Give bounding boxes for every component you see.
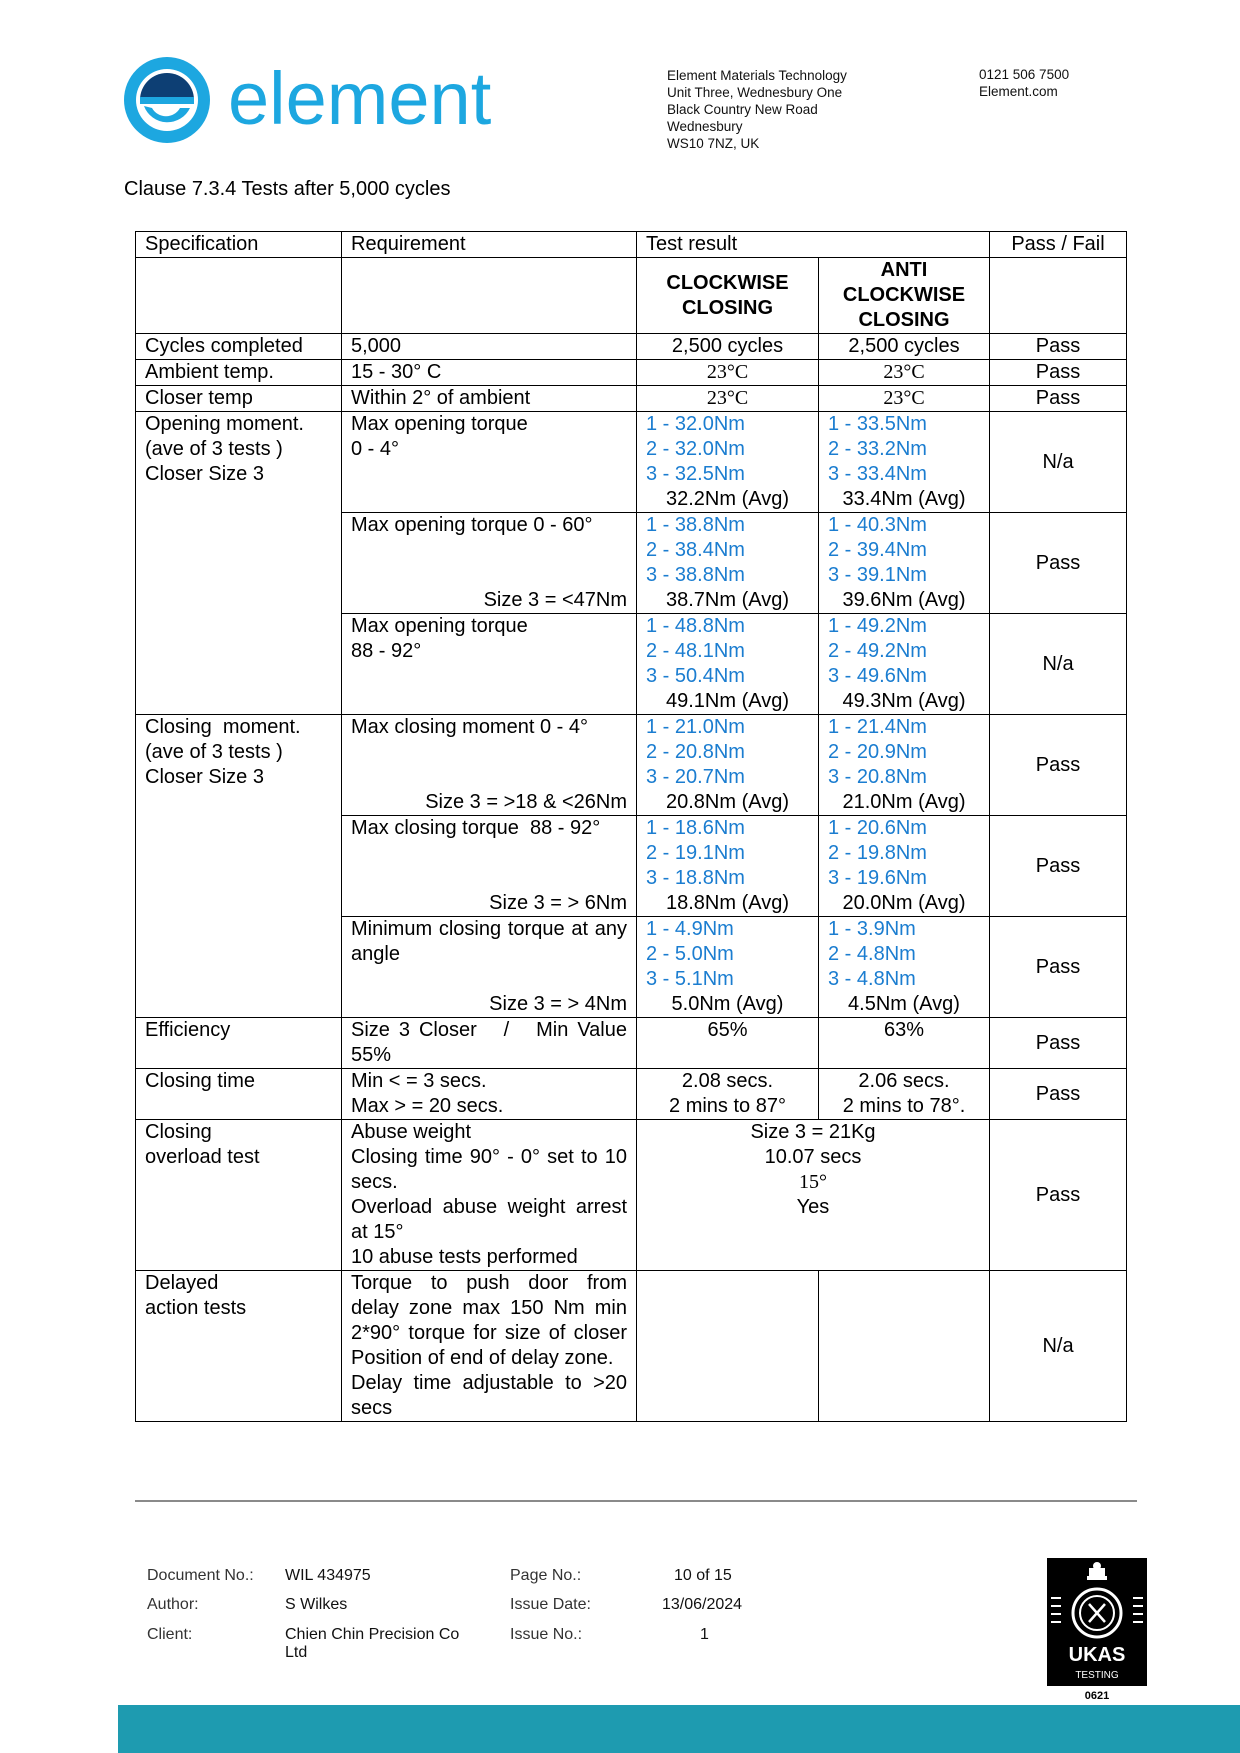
issue-date-label: Issue Date: [510, 1596, 591, 1613]
website: Element.com [979, 84, 1058, 99]
pass-status: Pass [990, 816, 1127, 917]
page-no-value: 10 of 15 [674, 1567, 732, 1584]
table-row: Closing moment. (ave of 3 tests ) Closer Size 3 Max closing moment 0 - 4° Size 3 = >18 & <26Nm 1 - 21.0Nm 2 - 20.8Nm 3 - 20.7Nm 20.8Nm (Avg) 1 - 21.4Nm 2 - 20.9Nm 3 - 20.8Nm 21.0Nm (Avg) Pass [136, 715, 1127, 816]
pass-status: Pass [990, 1069, 1127, 1120]
ukas-number: 0621 [1084, 1690, 1110, 1702]
brand-wordmark: element [228, 57, 492, 140]
ukas-name: UKAS [1068, 1644, 1126, 1666]
closing-moment-spec: Closing moment. (ave of 3 tests ) Closer Size 3 [136, 715, 342, 1018]
pass-status: Pass [990, 1120, 1127, 1271]
header-specification: Specification [136, 232, 342, 258]
author-label: Author: [147, 1596, 199, 1613]
page-no-label: Page No.: [510, 1567, 582, 1584]
address-line: Black Country New Road [667, 102, 818, 117]
table-row: Delayed action tests Torque to push door from delay zone max 150 Nm min 2*90° torque for size of closer Position of end of delay zone. Delay time adjustable to >20 secs N/a [136, 1271, 1127, 1422]
address-line: Wednesbury [667, 119, 743, 134]
pass-status: N/a [990, 1271, 1127, 1422]
header-test-result: Test result [637, 232, 990, 258]
subheader-clockwise: CLOCKWISE CLOSING [637, 258, 819, 334]
pass-status: N/a [990, 412, 1127, 513]
clause-title: Clause 7.3.4 Tests after 5,000 cycles [124, 178, 451, 200]
ukas-sub: TESTING [1075, 1670, 1119, 1681]
table-row: Cycles completed 5,000 2,500 cycles 2,500 cycles Pass [136, 334, 1127, 360]
pass-status: Pass [990, 513, 1127, 614]
phone-number: 0121 506 7500 [979, 67, 1070, 82]
table-row: Closer temp Within 2° of ambient 23°C 23°C Pass [136, 386, 1127, 412]
company-contact [979, 66, 1069, 100]
ukas-accreditation-mark [1047, 1558, 1147, 1686]
table-row: Efficiency Size 3 Closer / Min Value 55% 65% 63% Pass [136, 1018, 1127, 1069]
results-table [135, 231, 1127, 1422]
issue-date-value: 13/06/2024 [662, 1596, 743, 1613]
table-row: Max opening torque 88 - 92° 1 - 48.8Nm 2 - 48.1Nm 3 - 50.4Nm 49.1Nm (Avg) 1 - 49.2Nm 2 - 49.2Nm 3 - 49.6Nm 49.3Nm (Avg) N/a [136, 614, 1127, 715]
header-requirement: Requirement [342, 232, 637, 258]
table-header-row [136, 232, 1127, 258]
table-row: Closing overload test Abuse weight Closing time 90° - 0° set to 10 secs. Overload abuse weight arrest at 15° 10 abuse tests performed Size 3 = 21Kg 10.07 secs 15° Yes Pass [136, 1120, 1127, 1271]
address-line: Unit Three, Wednesbury One [667, 85, 843, 100]
table-row: Closing time Min < = 3 secs. Max > = 20 secs. 2.08 secs. 2 mins to 87° 2.06 secs. 2 mins to 78°. Pass [136, 1069, 1127, 1120]
client-value: Chien Chin Precision Co Ltd [285, 1626, 460, 1661]
address-line: Element Materials Technology [667, 68, 847, 83]
header-pass-fail: Pass / Fail [990, 232, 1127, 258]
doc-no-label: Document No.: [147, 1567, 254, 1584]
table-row: Opening moment. (ave of 3 tests ) Closer Size 3 Max opening torque 0 - 4° 1 - 32.0Nm 2 - 32.0Nm 3 - 32.5Nm 32.2Nm (Avg) 1 - 33.5Nm 2 - 33.2Nm 3 - 33.4Nm 33.4Nm (Avg) N/a [136, 412, 1127, 513]
table-row: Max closing torque 88 - 92° Size 3 = > 6Nm 1 - 18.6Nm 2 - 19.1Nm 3 - 18.8Nm 18.8Nm (Avg) 1 - 20.6Nm 2 - 19.8Nm 3 - 19.6Nm 20.0Nm (Avg) Pass [136, 816, 1127, 917]
subheader-anticlockwise: ANTI CLOCKWISE CLOSING [819, 258, 990, 334]
client-label: Client: [147, 1626, 193, 1643]
pass-status: Pass [990, 917, 1127, 1018]
pass-status: Pass [990, 360, 1127, 386]
pass-status: Pass [990, 715, 1127, 816]
pass-status: N/a [990, 614, 1127, 715]
pass-status: Pass [990, 334, 1127, 360]
table-row: Max opening torque 0 - 60° Size 3 = <47Nm 1 - 38.8Nm 2 - 38.4Nm 3 - 38.8Nm 38.7Nm (Avg) 1 - 40.3Nm 2 - 39.4Nm 3 - 39.1Nm 39.6Nm (Avg) Pass [136, 513, 1127, 614]
table-row: Minimum closing torque at any angle Size 3 = > 4Nm 1 - 4.9Nm 2 - 5.0Nm 3 - 5.1Nm 5.0Nm (Avg) 1 - 3.9Nm 2 - 4.8Nm 3 - 4.8Nm 4.5Nm (Avg) Pass [136, 917, 1127, 1018]
footer-color-bar [118, 1705, 1240, 1753]
issue-no-label: Issue No.: [510, 1626, 583, 1643]
address-line: WS10 7NZ, UK [667, 136, 760, 151]
opening-moment-spec: Opening moment. (ave of 3 tests ) Closer Size 3 [136, 412, 342, 715]
table-subheader-row [136, 258, 1127, 334]
author-value: S Wilkes [285, 1596, 348, 1613]
pass-status: Pass [990, 1018, 1127, 1069]
table-row: Ambient temp. 15 - 30° C 23°C 23°C Pass [136, 360, 1127, 386]
doc-no-value: WIL 434975 [285, 1567, 371, 1584]
company-address [667, 67, 847, 152]
footer-divider [135, 1500, 1137, 1502]
pass-status: Pass [990, 386, 1127, 412]
element-logo [124, 56, 504, 146]
issue-no-value: 1 [700, 1626, 709, 1643]
